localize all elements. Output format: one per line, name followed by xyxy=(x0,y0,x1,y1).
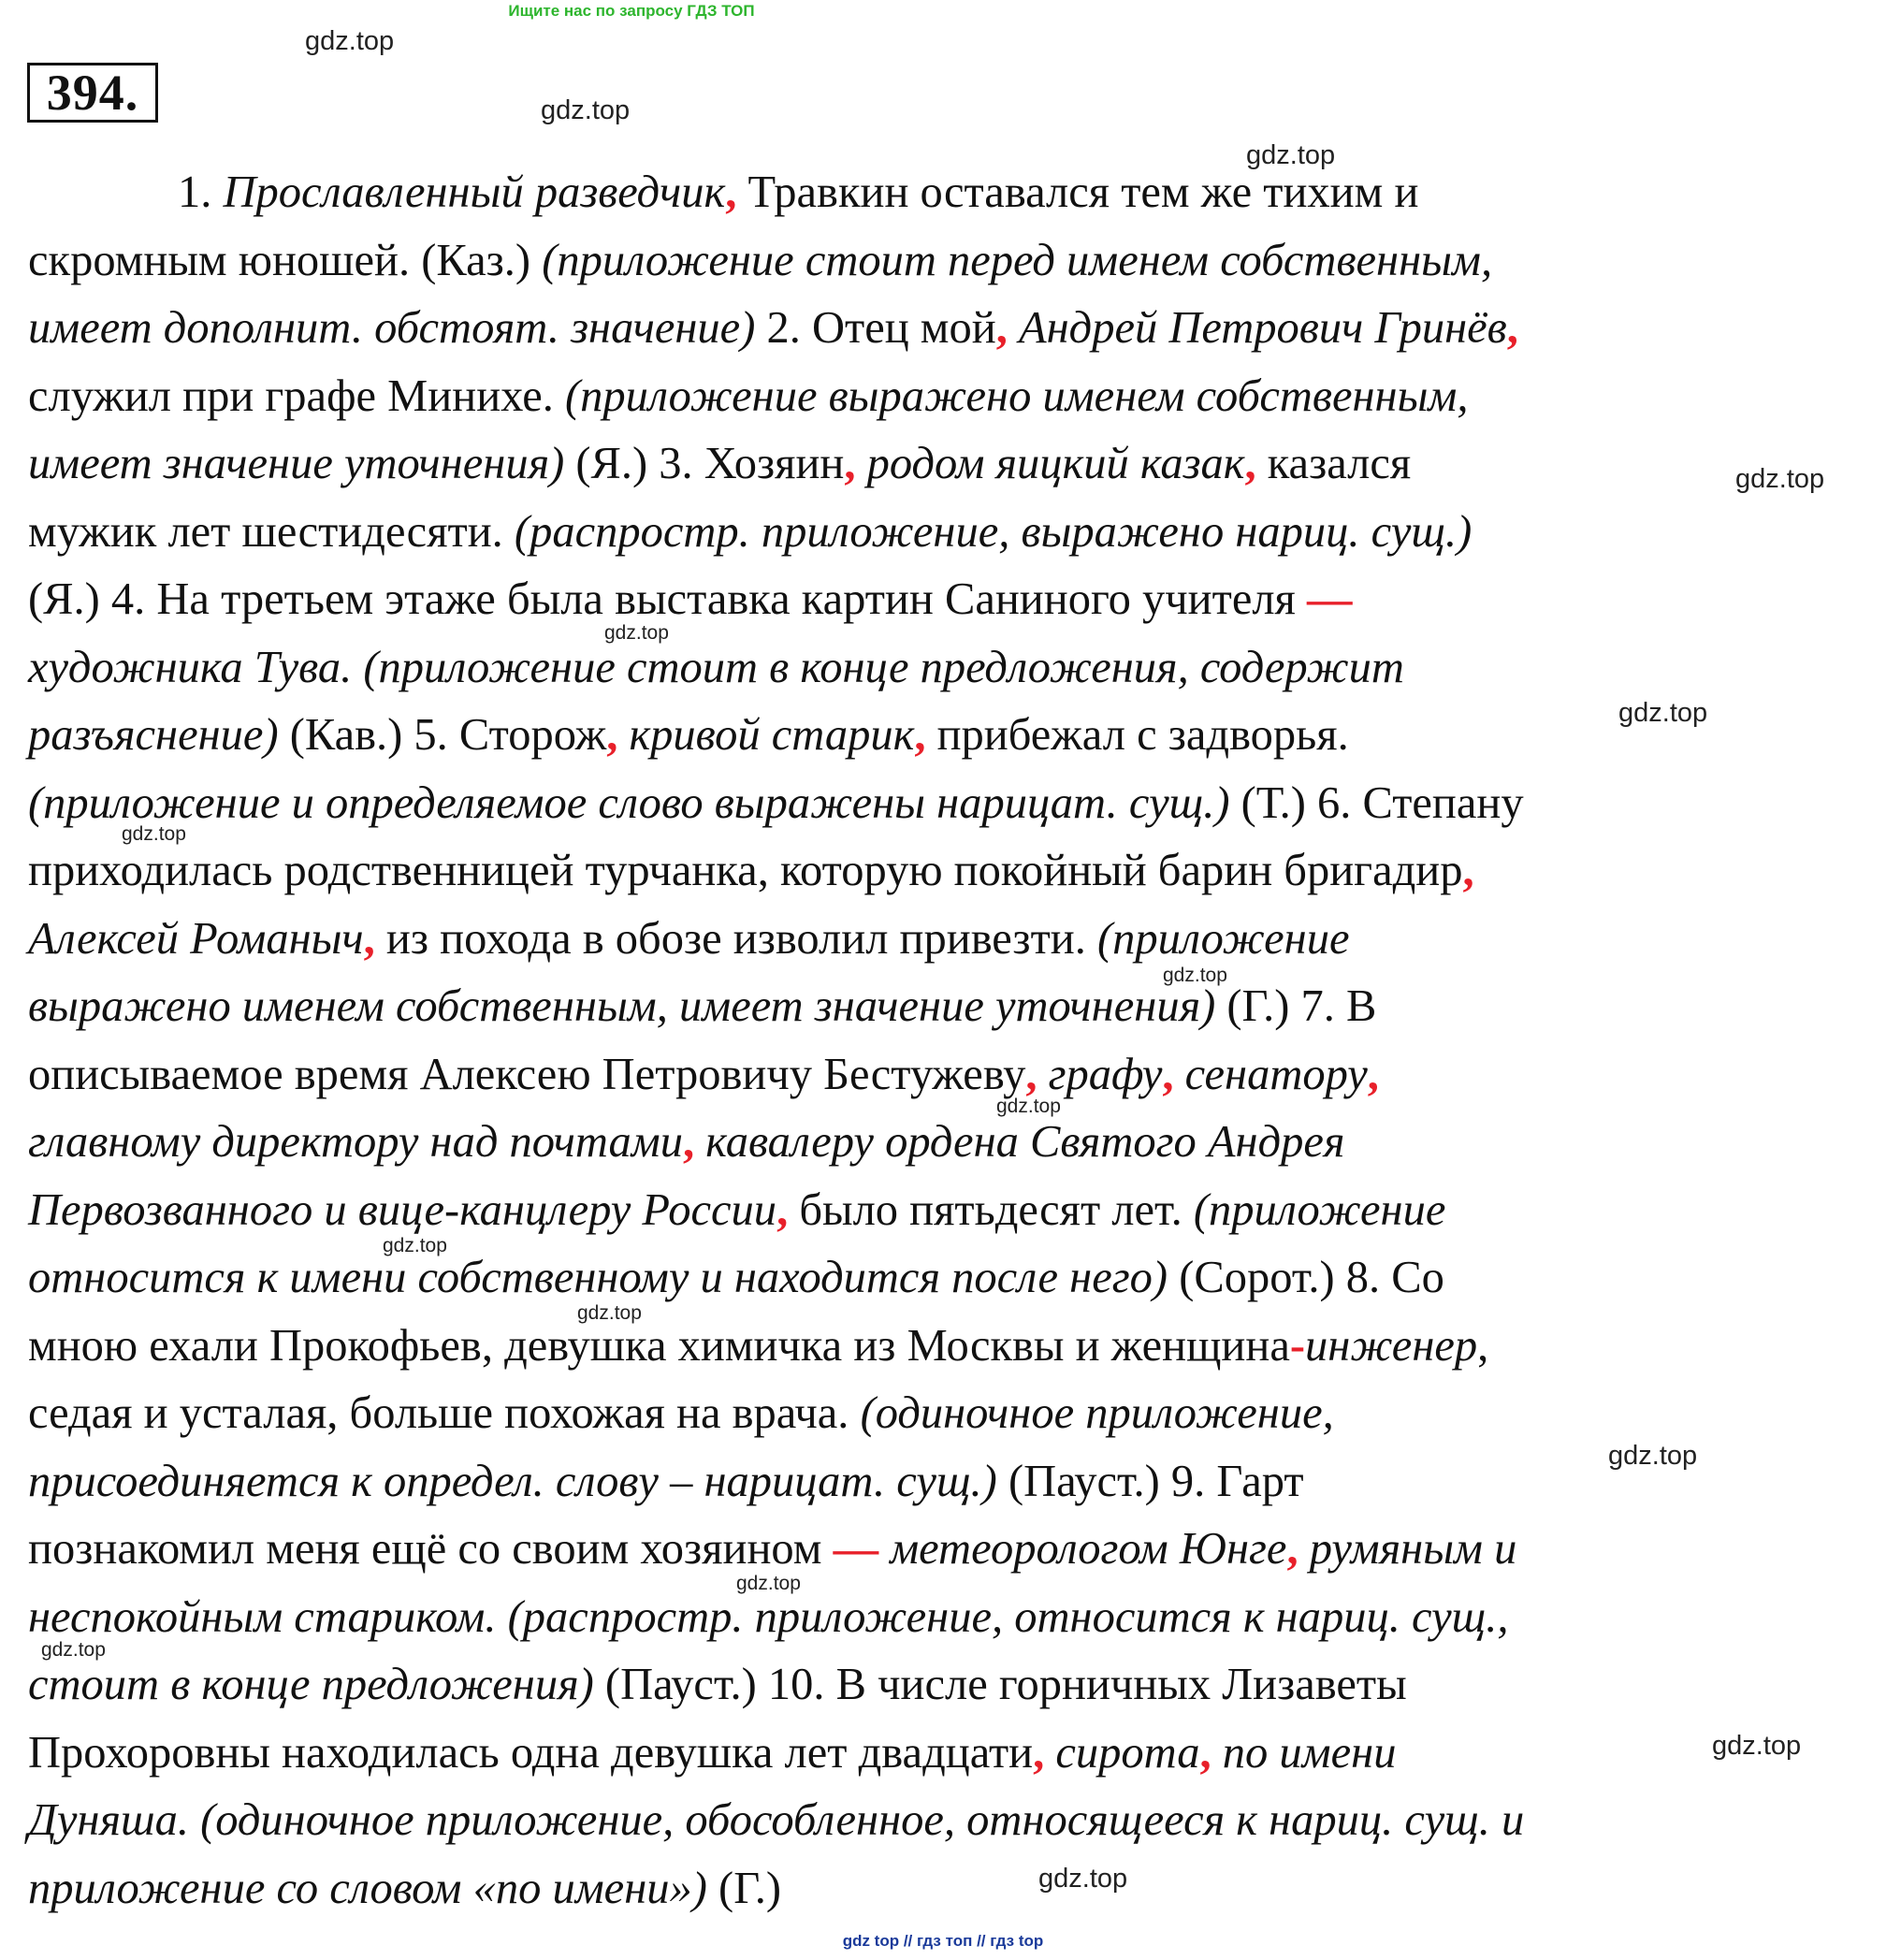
watermark: gdz.top xyxy=(1608,1441,1698,1471)
text-line xyxy=(28,906,1857,974)
plain-text: описываемое время Алексею Петровичу Бестужеву xyxy=(28,1049,1026,1099)
text-line xyxy=(28,159,1857,227)
plain-text xyxy=(856,439,867,488)
appositive-text: сирота xyxy=(1055,1727,1200,1778)
text-line xyxy=(28,1516,1857,1584)
watermark: gdz.top xyxy=(383,1235,447,1256)
appositive-text: по имени xyxy=(1222,1727,1397,1778)
text-line xyxy=(28,363,1857,431)
appositive-text: кривой старик xyxy=(629,710,915,760)
text-line xyxy=(28,1651,1857,1720)
plain-text xyxy=(694,1117,705,1167)
plain-text: скромным юношей. (Каз.) xyxy=(28,235,543,285)
plain-text xyxy=(1298,1524,1310,1574)
task-number: 394. xyxy=(27,63,158,123)
appositive-text: кавалеру ордена Святого Андрея xyxy=(705,1117,1345,1167)
appositive-text: (одиночное приложение, xyxy=(860,1388,1334,1438)
text-line xyxy=(28,1855,1857,1924)
watermark: gdz.top xyxy=(1163,965,1227,986)
punctuation-mark: , xyxy=(1033,1727,1045,1778)
punctuation-mark: , xyxy=(1506,303,1518,353)
watermark: gdz.top xyxy=(122,823,186,845)
plain-text xyxy=(1037,1050,1048,1099)
plain-text: (Пауст.) 9. Гарт xyxy=(996,1456,1304,1506)
appositive-text: метеорологом Юнге xyxy=(890,1524,1287,1574)
text-line xyxy=(28,1244,1857,1313)
watermark: gdz.top xyxy=(305,26,395,56)
text-line xyxy=(28,499,1857,567)
appositive-text: (приложение выражено именем собственным, xyxy=(564,370,1469,421)
punctuation-mark: , xyxy=(725,167,737,217)
punctuation-mark: , xyxy=(682,1117,695,1167)
watermark: gdz.top xyxy=(1246,140,1336,170)
plain-text xyxy=(1008,303,1019,353)
plain-text: приходилась родственницей турчанка, которую покойный барин бригадир xyxy=(28,846,1463,895)
plain-text: (Г.) xyxy=(706,1863,782,1913)
watermark: gdz.top xyxy=(541,95,631,125)
text-line xyxy=(28,1109,1857,1177)
text-line xyxy=(28,1787,1857,1855)
watermark: gdz.top xyxy=(736,1573,801,1594)
plain-text xyxy=(617,710,629,760)
punctuation-mark: , xyxy=(1286,1524,1298,1574)
plain-text: (Пауст.) 10. В числе горничных Лизаветы xyxy=(593,1660,1407,1709)
punctuation-mark: , xyxy=(1025,1049,1037,1099)
appositive-text: (приложение и определяемое слово выражены нарицат. сущ.) xyxy=(28,777,1230,828)
appositive-text: (приложение xyxy=(1193,1184,1446,1235)
plain-text: было пятьдесят лет. xyxy=(788,1184,1194,1235)
text-line xyxy=(28,1380,1857,1448)
appositive-text: приложение со словом «по имени») xyxy=(28,1863,707,1913)
plain-text xyxy=(1044,1728,1055,1778)
punctuation-mark: - xyxy=(1289,1320,1306,1371)
plain-text: (Кав.) 5. Сторож xyxy=(278,710,607,760)
punctuation-mark: , xyxy=(995,303,1008,353)
appositive-text: сенатору xyxy=(1184,1049,1368,1099)
punctuation-mark: , xyxy=(1462,846,1474,895)
plain-text: прибежал с задворья. xyxy=(925,710,1349,760)
appositive-text: Дуняша. (одиночное приложение, обособленное, относящееся к нариц. сущ. и xyxy=(28,1795,1525,1845)
punctuation-mark: , xyxy=(776,1184,789,1235)
plain-text xyxy=(1173,1050,1184,1099)
plain-text xyxy=(878,1524,890,1574)
appositive-text: относится к имени собственному и находится после него) xyxy=(28,1253,1168,1302)
plain-text: Травкин оставался тем же тихим и xyxy=(736,167,1419,217)
watermark: gdz.top xyxy=(1618,698,1708,728)
text-line xyxy=(28,295,1857,363)
text-line xyxy=(28,634,1857,703)
plain-text: (Г.) 7. В xyxy=(1215,981,1377,1031)
watermark: gdz.top xyxy=(604,622,669,644)
plain-text: 1. xyxy=(178,167,224,217)
appositive-text: Первозванного и вице-канцлеру России xyxy=(28,1184,777,1235)
appositive-text: румяным и xyxy=(1309,1524,1517,1574)
text-line xyxy=(28,973,1857,1041)
plain-text: (Я.) 3. Хозяин xyxy=(564,439,845,488)
watermark: gdz.top xyxy=(41,1639,106,1661)
watermark: gdz.top xyxy=(1735,464,1825,494)
appositive-text: выражено именем собственным, имеет значение уточнения) xyxy=(28,981,1216,1031)
plain-text: Прохоровны находилась одна девушка лет двадцати xyxy=(28,1727,1034,1778)
appositive-text: инженер xyxy=(1305,1320,1478,1371)
watermark: gdz.top xyxy=(996,1096,1061,1117)
plain-text: 2. Отец мой xyxy=(755,303,996,353)
appositive-text: Алексей Романыч xyxy=(28,913,364,964)
appositive-text: имеет значение уточнения) xyxy=(28,439,565,488)
punctuation-mark: — xyxy=(833,1524,879,1574)
text-line xyxy=(28,837,1857,906)
footer-watermark: gdz top // гдз топ // гдз top xyxy=(842,1932,1044,1950)
punctuation-mark: , xyxy=(1162,1049,1174,1099)
punctuation-mark: , xyxy=(606,710,618,760)
appositive-text: стоит в конце предложения) xyxy=(28,1660,594,1709)
plain-text: служил при графе Минихе. xyxy=(28,370,565,421)
appositive-text: графу xyxy=(1048,1049,1163,1099)
text-line xyxy=(28,430,1857,499)
watermark: gdz.top xyxy=(577,1302,642,1324)
punctuation-mark: , xyxy=(1199,1727,1211,1778)
text-line xyxy=(28,1041,1857,1110)
text-line xyxy=(28,1720,1857,1788)
plain-text: (Сорот.) 8. Со xyxy=(1168,1253,1444,1302)
exercise-text xyxy=(28,159,1857,1923)
appositive-text: присоединяется к определ. слову – нарицат. сущ.) xyxy=(28,1456,997,1506)
text-line xyxy=(28,1448,1857,1517)
appositive-text: Прославленный разведчик xyxy=(223,167,726,217)
appositive-text: главному директору над почтами xyxy=(28,1117,683,1167)
plain-text: (Т.) 6. Степану xyxy=(1229,777,1524,828)
text-line xyxy=(28,1313,1857,1381)
punctuation-mark: , xyxy=(914,710,926,760)
plain-text xyxy=(1211,1728,1223,1778)
plain-text: познакомил меня ещё со своим хозяином xyxy=(28,1524,834,1574)
punctuation-mark: , xyxy=(363,913,375,964)
search-banner: Ищите нас по запросу ГДЗ ТОП xyxy=(508,2,755,20)
text-line xyxy=(28,1584,1857,1652)
plain-text: мужик лет шестидесяти. xyxy=(28,506,515,557)
text-line xyxy=(28,227,1857,296)
appositive-text: Андрей Петрович Гринёв xyxy=(1018,303,1507,353)
watermark: gdz.top xyxy=(1712,1731,1802,1761)
punctuation-mark: — xyxy=(1306,574,1353,624)
appositive-text: художника Тува. (приложение стоит в конце предложения, содержит xyxy=(28,642,1404,692)
appositive-text: (распростр. приложение, выражено нариц. сущ.) xyxy=(514,506,1473,557)
plain-text: (Я.) 4. На третьем этаже была выставка картин Саниного учителя xyxy=(28,574,1307,624)
plain-text: , xyxy=(1477,1320,1489,1371)
plain-text: седая и усталая, больше похожая на врача. xyxy=(28,1388,861,1438)
text-line xyxy=(28,770,1857,838)
punctuation-mark: , xyxy=(844,439,856,488)
plain-text: казался xyxy=(1255,439,1412,488)
appositive-text: имеет дополнит. обстоят. значение) xyxy=(28,303,756,353)
plain-text: мною ехали Прокофьев, девушка химичка из Москвы и женщина xyxy=(28,1320,1290,1371)
punctuation-mark: , xyxy=(1367,1049,1379,1099)
appositive-text: (приложение стоит перед именем собственным, xyxy=(542,235,1493,285)
appositive-text: (приложение xyxy=(1096,913,1350,964)
appositive-text: неспокойным стариком. (распростр. приложение, относится к нариц. сущ., xyxy=(28,1591,1509,1642)
appositive-text: родом яицкий казак xyxy=(866,439,1245,488)
text-line xyxy=(28,702,1857,770)
plain-text: из похода в обозе изволил привезти. xyxy=(374,913,1097,964)
text-line xyxy=(28,566,1857,634)
watermark: gdz.top xyxy=(1038,1864,1128,1894)
punctuation-mark: , xyxy=(1244,439,1256,488)
text-line xyxy=(28,1177,1857,1245)
appositive-text: разъяснение) xyxy=(28,710,279,760)
